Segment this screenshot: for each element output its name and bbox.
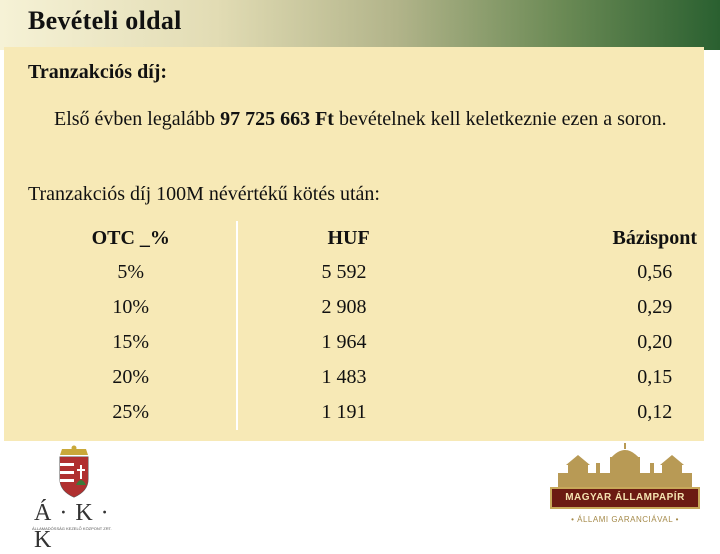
revenue-paragraph [54, 103, 674, 136]
paragraph-text-before: Első évben legalább [54, 108, 221, 130]
magyar-allampapir-logo [548, 443, 708, 538]
cell-otc: 10% [26, 290, 237, 325]
table-row [26, 325, 697, 360]
parliament-building-icon [548, 443, 702, 489]
paragraph-amount: 97 725 663 Ft [220, 108, 334, 130]
paragraph-text-after: bevételnek kell keletkeznie ezen a soron. [333, 108, 667, 130]
table-lead-text: Tranzakciós díj 100M névértékű kötés után: [28, 183, 380, 205]
cell-otc: 25% [26, 395, 237, 430]
magyar-allampapir-banner: MAGYAR ÁLLAMPAPÍR [550, 487, 700, 509]
akk-logo [22, 445, 126, 553]
footer [0, 441, 720, 553]
akk-logo-text: Á · K · K [34, 500, 110, 553]
cell-otc: 20% [26, 360, 237, 395]
section-subtitle: Tranzakciós díj: [28, 61, 168, 83]
page-title: Bevételi oldal [28, 6, 182, 35]
table-row [26, 290, 697, 325]
header-huf: HUF [327, 226, 370, 249]
table-row [26, 395, 697, 430]
fee-table [26, 221, 698, 430]
content-panel [4, 47, 704, 441]
coat-of-arms-icon [22, 445, 126, 501]
header-bar [0, 0, 720, 50]
cell-otc: 15% [26, 325, 237, 360]
cell-bazispont: 0,20 [637, 331, 673, 353]
table-row [26, 255, 697, 290]
cell-huf: 5 592 [321, 261, 367, 283]
magyar-allampapir-subtext: • ÁLLAMI GARANCIÁVAL • [571, 515, 679, 524]
table-header-row [26, 221, 697, 255]
cell-bazispont: 0,15 [637, 366, 673, 388]
cell-bazispont: 0,29 [637, 296, 673, 318]
table-row [26, 360, 697, 395]
cell-bazispont: 0,56 [637, 261, 673, 283]
header-otc: OTC _% [26, 221, 237, 255]
cell-huf: 1 483 [321, 366, 367, 388]
header-bazispont: Bázispont [612, 226, 697, 249]
cell-huf: 1 964 [321, 331, 367, 353]
cell-huf: 1 191 [321, 401, 367, 423]
akk-logo-subtext: ÁLLAMADÓSSÁG KEZELŐ KÖZPONT ZRT. [32, 526, 112, 531]
cell-otc: 5% [26, 255, 237, 290]
cell-huf: 2 908 [321, 296, 367, 318]
cell-bazispont: 0,12 [637, 401, 673, 423]
